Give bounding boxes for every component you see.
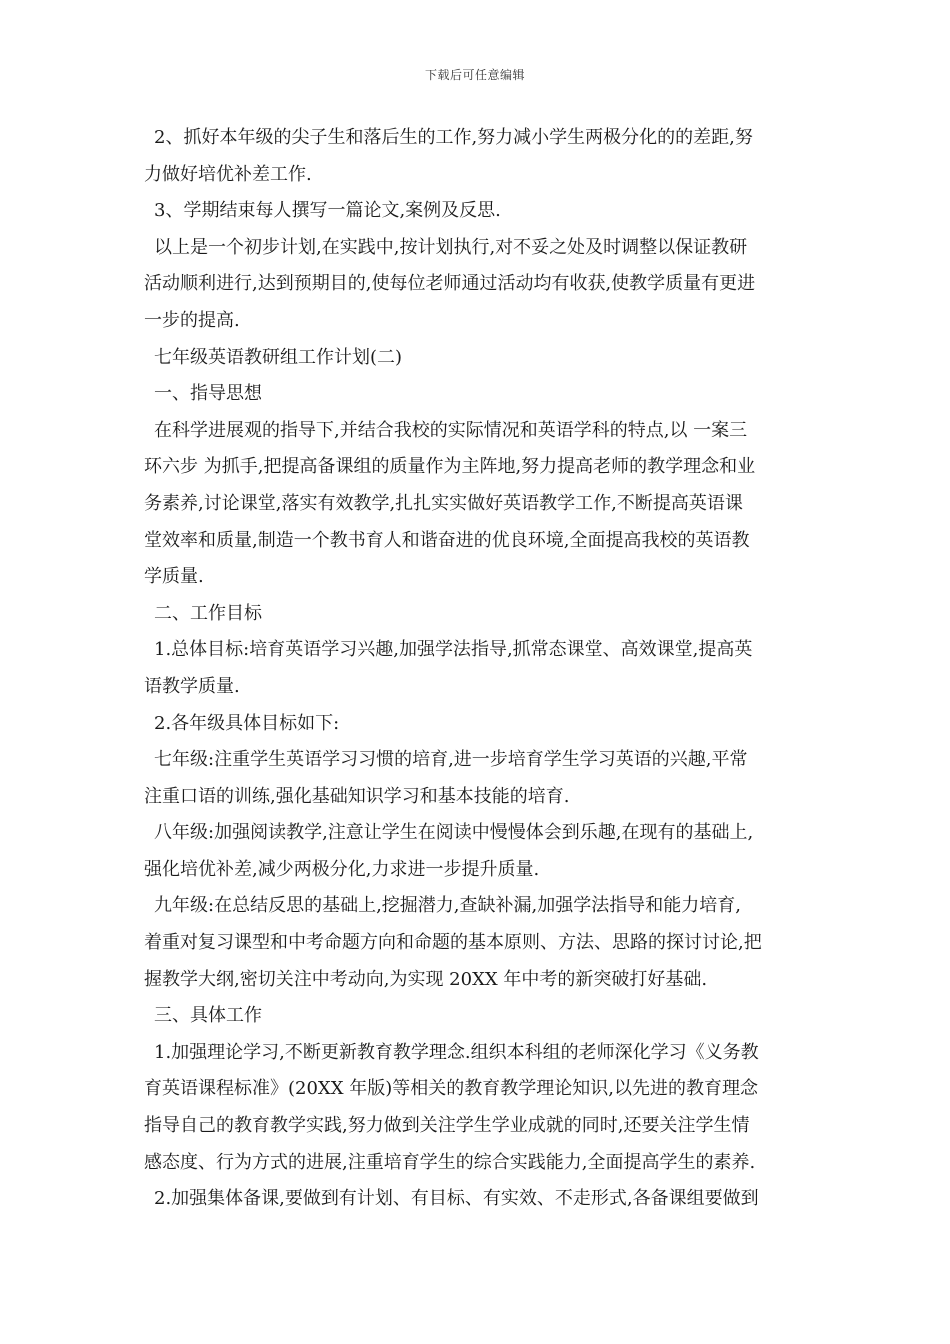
text-line: 指导自己的教育教学实践,努力做到关注学生学业成就的同时,还要关注学生情: [144, 1115, 750, 1137]
text-line: 强化培优补差,减少两极分化,力求进一步提升质量.: [144, 858, 540, 880]
text-line: 学质量.: [144, 566, 204, 588]
text-line: 活动顺利进行,达到预期目的,使每位老师通过活动均有收获,使教学质量有更进: [144, 273, 756, 295]
text-line: 1.加强理论学习,不断更新教育教学理念.组织本科组的老师深化学习《义务教: [154, 1041, 759, 1063]
text-line: 3、学期结束每人撰写一篇论文,案例及反思.: [154, 200, 501, 222]
text-line: 在科学进展观的指导下,并结合我校的实际情况和英语学科的特点,以 一案三: [154, 419, 748, 441]
header-note: 下载后可任意编辑: [424, 68, 525, 82]
text-line: 着重对复习课型和中考命题方向和命题的基本原则、方法、思路的探讨讨论,把: [144, 932, 762, 954]
text-line: 2.加强集体备课,要做到有计划、有目标、有实效、不走形式,各备课组要做到: [154, 1188, 759, 1210]
text-line: 注重口语的训练,强化基础知识学习和基本技能的培育.: [144, 785, 570, 807]
document-body: [144, 120, 814, 1218]
text-line: 环六步 为抓手,把提高备课组的质量作为主阵地,努力提高老师的教学理念和业: [144, 456, 756, 478]
text-line: 务素养,讨论课堂,落实有效教学,扎扎实实做好英语教学工作,不断提高英语课: [144, 492, 743, 514]
text-line: 1.总体目标:培育英语学习兴趣,加强学法指导,抓常态课堂、高效课堂,提高英: [154, 639, 753, 661]
text-line: 七年级:注重学生英语学习习惯的培育,进一步培育学生学习英语的兴趣,平常: [154, 749, 748, 771]
text-line: 九年级:在总结反思的基础上,挖掘潜力,查缺补漏,加强学法指导和能力培育,: [154, 895, 741, 917]
text-line: 堂效率和质量,制造一个教书育人和谐奋进的优良环境,全面提高我校的英语教: [144, 529, 750, 551]
text-line: 力做好培优补差工作.: [144, 163, 312, 185]
text-line: 2.各年级具体目标如下:: [154, 712, 340, 734]
text-line: 一步的提高.: [144, 309, 240, 331]
text-line: 感态度、行为方式的进展,注重培育学生的综合实践能力,全面提高学生的素养.: [144, 1151, 756, 1173]
text-line: 以上是一个初步计划,在实践中,按计划执行,对不妥之处及时调整以保证教研: [154, 236, 748, 258]
section-heading: 二、工作目标: [154, 602, 262, 624]
text-line: 八年级:加强阅读教学,注意让学生在阅读中慢慢体会到乐趣,在现有的基础上,: [154, 822, 754, 844]
text-line: 2、抓好本年级的尖子生和落后生的工作,努力减小学生两极分化的的差距,努: [154, 127, 753, 148]
text-line: 语教学质量.: [144, 675, 240, 697]
section-heading: 三、具体工作: [154, 1005, 262, 1027]
text-line: 握教学大纲,密切关注中考动向,为实现 20XX 年中考的新突破打好基础.: [144, 968, 708, 990]
section-title: 七年级英语教研组工作计划(二): [154, 346, 403, 368]
text-line: 育英语课程标准》(20XX 年版)等相关的教育教学理论知识,以先进的教育理念: [144, 1078, 759, 1100]
section-heading: 一、指导思想: [154, 383, 262, 405]
